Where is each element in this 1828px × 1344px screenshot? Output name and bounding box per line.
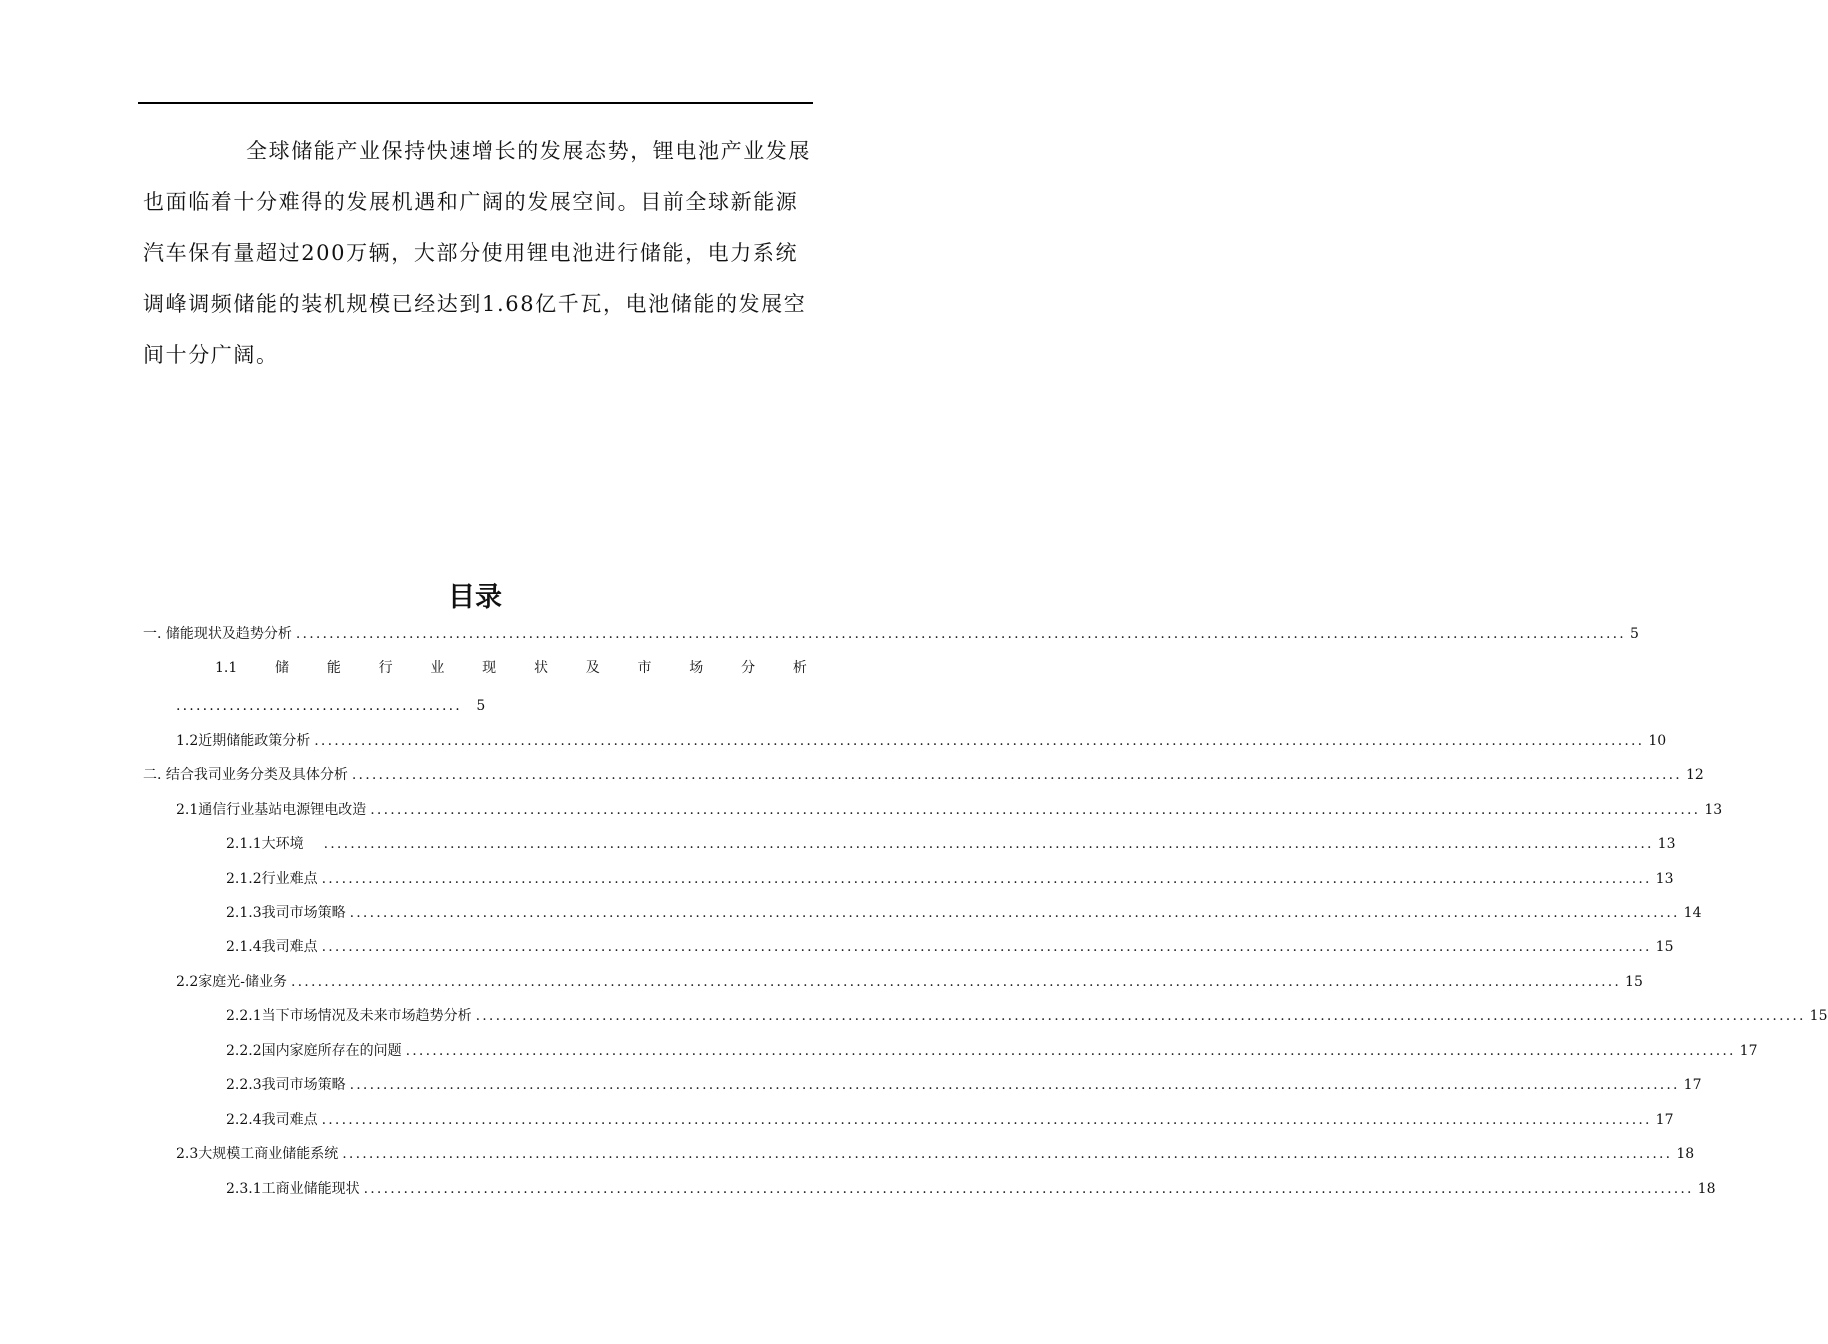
paragraph-line: 间十分广阔。 [143,343,279,367]
toc-entry-char: 及 [585,660,600,676]
toc-entry[interactable] [143,622,1639,646]
toc-entry-1-1-leader[interactable] [176,694,485,718]
toc-entry[interactable] [226,935,1674,959]
toc-leader-dots: ........................................................................................................................................................................................................ [405,1043,1736,1059]
toc-leader-dots: ........................................................................................................................................................................................................ [342,1146,1673,1162]
intro-paragraph [143,126,811,381]
toc-entry-label: 2.2.3我司市场策略 [226,1077,346,1093]
toc-entry-char: 状 [533,660,548,676]
toc-leader-dots: ........................................... [176,698,462,714]
toc-leader-dots: ........................................................................................................................................................................................................ [321,1112,1652,1128]
toc-entry-char: 能 [326,660,341,676]
toc-leader-dots: ........................................................................................................................................................................................................ [370,802,1701,818]
toc-leader-dots: ........................................................................................................................................................................................................ [321,871,1652,887]
toc-entry-page: 14 [1683,905,1702,921]
toc-leader-dots: ........................................................................................................................................................................................................ [349,1077,1680,1093]
toc-title: 目录 [448,582,502,613]
toc-entry[interactable] [176,798,1723,822]
toc-entry[interactable] [226,901,1702,925]
toc-entry-char: 市 [637,660,652,676]
toc-entry-1-1-heading[interactable] [215,656,807,680]
toc-entry-page: 18 [1676,1146,1695,1162]
toc-entry-page: 10 [1648,733,1667,749]
toc-leader-dots: ........................................................................................................................................................................................................ [321,939,1652,955]
toc-entry-page: 13 [1655,871,1674,887]
toc-entry[interactable] [226,1177,1716,1201]
toc-entry-label: 2.2.2国内家庭所存在的问题 [226,1043,402,1059]
toc-leader-dots: ........................................................................................................................................................................................................ [314,733,1645,749]
toc-entry-label: 二. 结合我司业务分类及具体分析 [143,767,348,783]
toc-entry[interactable] [176,970,1643,994]
toc-entry-label: 一. 储能现状及趋势分析 [143,626,292,642]
toc-leader-dots: ........................................................................................................................................................................................................ [351,767,1682,783]
toc-entry-char: 储 [275,660,290,676]
toc-entry-page: 5 [1629,626,1639,642]
toc-entry-page: 12 [1685,767,1704,783]
toc-leader-dots: ........................................................................................................................................................................................................ [363,1181,1694,1197]
toc-entry-page: 17 [1655,1112,1674,1128]
toc-entry-label: 2.1.2行业难点 [226,871,318,887]
toc-entry-page: 17 [1683,1077,1702,1093]
toc-entry-label: 2.3大规模工商业储能系统 [176,1146,339,1162]
toc-entry-page: 17 [1739,1043,1758,1059]
toc-leader-dots: ........................................................................................................................................................................................................ [349,905,1680,921]
toc-entry[interactable] [226,1004,1828,1028]
toc-entry-label: 2.1.3我司市场策略 [226,905,346,921]
toc-entry-label: 2.1.4我司难点 [226,939,318,955]
toc-entry[interactable] [226,1073,1702,1097]
toc-entry[interactable] [226,832,1676,856]
toc-entry-page: 13 [1657,836,1676,852]
toc-entry-char: 1.1 [215,660,238,676]
toc-entry-page: 5 [476,698,486,714]
toc-entry[interactable] [226,867,1674,891]
toc-entry[interactable] [143,763,1704,787]
toc-leader-dots: ........................................................................................................................................................................................................ [291,974,1622,990]
toc-entry-label: 2.3.1工商业储能现状 [226,1181,360,1197]
paragraph-line: 调峰调频储能的装机规模已经达到1.68亿千瓦，电池储能的发展空 [143,292,807,316]
toc-entry-label: 2.2家庭光-储业务 [176,974,287,990]
paragraph-line: 汽车保有量超过200万辆，大部分使用锂电池进行储能，电力系统 [143,241,799,265]
toc-entry-page: 15 [1625,974,1643,990]
toc-entry-label: 2.2.4我司难点 [226,1112,318,1128]
toc-leader-dots: ........................................................................................................................................................................................................ [323,836,1654,852]
toc-entry-label: 2.2.1当下市场情况及未来市场趋势分析 [226,1008,472,1024]
toc-entry-page: 15 [1655,939,1674,955]
toc-leader-dots: ........................................................................................................................................................................................................ [475,1008,1806,1024]
toc-entry-page: 15 [1809,1008,1828,1024]
header-rule [138,102,813,104]
toc-entry[interactable] [176,1142,1695,1166]
toc-entry-char: 业 [430,660,445,676]
paragraph-line: 也面临着十分难得的发展机遇和广阔的发展空间。目前全球新能源 [143,190,799,214]
toc-entry-char: 析 [792,660,807,676]
toc-entry-char: 场 [689,660,704,676]
toc-entry-char: 现 [482,660,497,676]
toc-entry-char: 行 [378,660,393,676]
toc-leader-dots: ........................................................................................................................................................................................................ [295,626,1626,642]
paragraph-line: 全球储能产业保持快速增长的发展态势，锂电池产业发展 [246,139,811,163]
toc-entry[interactable] [176,729,1667,753]
toc-entry-char: 分 [741,660,756,676]
toc-entry-label: 2.1.1大环境 [226,836,304,852]
toc-entry-page: 13 [1704,802,1723,818]
toc-entry-page: 18 [1697,1181,1716,1197]
toc-entry-label: 2.1通信行业基站电源锂电改造 [176,802,367,818]
toc-entry[interactable] [226,1039,1758,1063]
toc-entry-label: 1.2近期储能政策分析 [176,733,311,749]
toc-entry[interactable] [226,1108,1674,1132]
